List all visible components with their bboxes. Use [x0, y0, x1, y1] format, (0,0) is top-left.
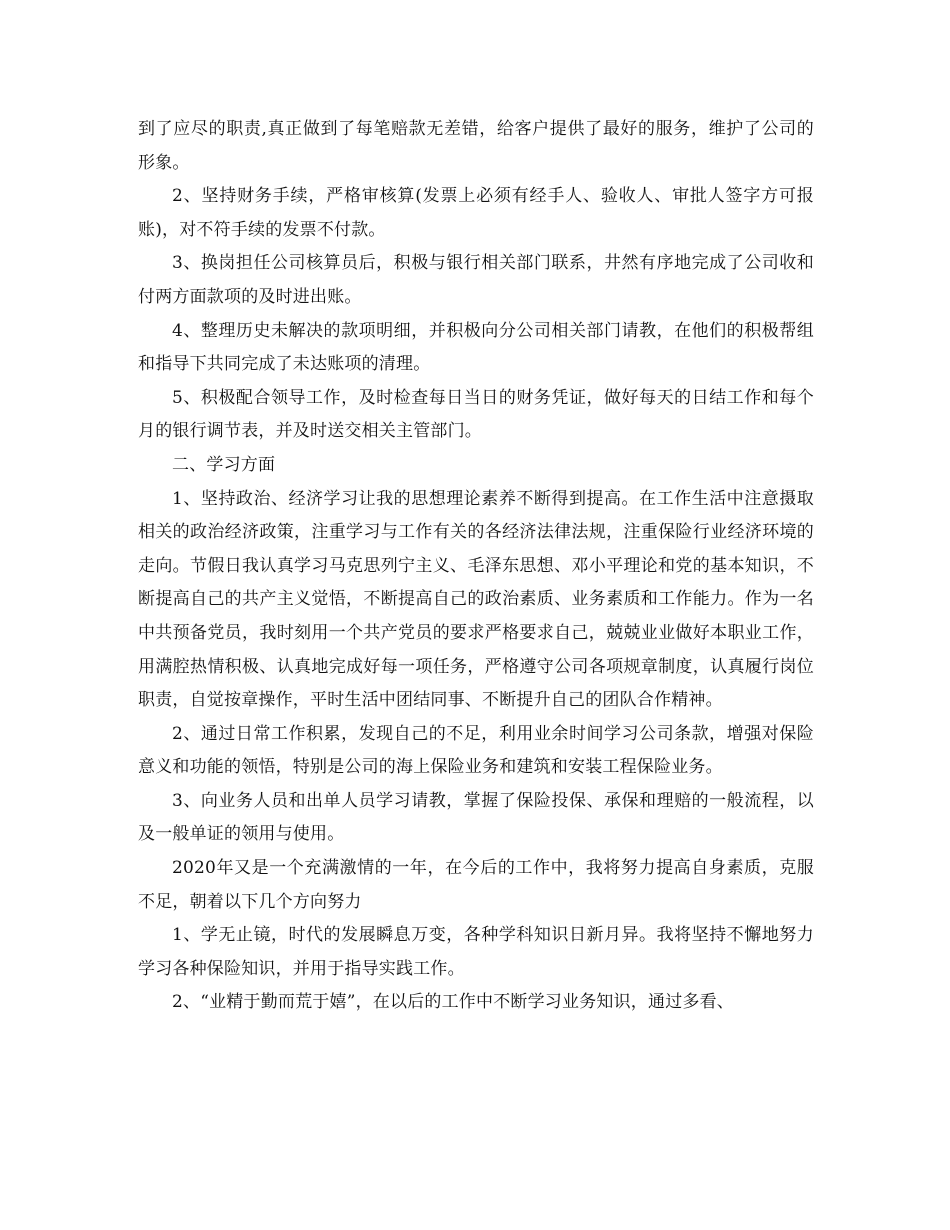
- paragraph-study-3: 3、向业务人员和出单人员学习请教，掌握了保险投保、承保和理赔的一般流程，以及一般单证的领用与使用。: [138, 790, 814, 845]
- paragraph-outlook: 2020年又是一个充满激情的一年，在今后的工作中，我将努力提高自身素质，克服不足，朝着以下几个方向努力: [138, 858, 814, 912]
- paragraph-study-2: 2、通过日常工作积累，发现自己的不足，利用业余时间学习公司条款，增强对保险意义和功能的领悟，特别是公司的海上保险业务和建筑和安装工程保险业务。: [138, 723, 814, 778]
- paragraph-study-1: 1、坚持政治、经济学习让我的思想理论素养不断得到提高。在工作生活中注意摄取相关的政治经济政策，注重学习与工作有关的各经济法律法规，注重保险行业经济环境的走向。节假日我认真学习马克思列宁主义、毛泽东思想、邓小平理论和党的基本知识，不断提高自己的共产主义觉悟，不断提高自己的政治素质、业务素质和工作能力。作为一名中共预备党员，我时刻用一个共产党员的要求严格要求自己，兢兢业业做好本职业工作，用满腔热情积极、认真地完成好每一项任务，严格遵守公司各项规章制度，认真履行岗位职责，自觉按章操作，平时生活中团结同事、不断提升自己的团队合作精神。: [138, 488, 814, 711]
- paragraph-item-4: 4、整理历史未解决的款项明细，并积极向分公司相关部门请教，在他们的积极帮组和指导下共同完成了未达账项的清理。: [138, 320, 814, 375]
- paragraph-item-2: 2、坚持财务手续，严格审核算(发票上必须有经手人、验收人、审批人签字方可报账)，对不符手续的发票不付款。: [138, 186, 814, 240]
- paragraph-item-5: 5、积极配合领导工作，及时检查每日当日的财务凭证，做好每天的日结工作和每个月的银行调节表，并及时送交相关主管部门。: [138, 387, 814, 442]
- paragraph-continuation: 到了应尽的职责,真正做到了每笔赔款无差错，给客户提供了最好的服务，维护了公司的形象。: [138, 119, 814, 173]
- paragraph-plan-1: 1、学无止镜，时代的发展瞬息万变，各种学科知识日新月异。我将坚持不懈地努力学习各种保险知识，并用于指导实践工作。: [138, 925, 814, 979]
- document-body: [138, 113, 814, 1020]
- paragraph-plan-2: 2、“业精于勤而荒于嬉”，在以后的工作中不断学习业务知识，通过多看、: [172, 992, 734, 1013]
- paragraph-item-3: 3、换岗担任公司核算员后，积极与银行相关部门联系，井然有序地完成了公司收和付两方面款项的及时进出账。: [138, 253, 814, 307]
- section-heading-study: 二、学习方面: [172, 454, 276, 475]
